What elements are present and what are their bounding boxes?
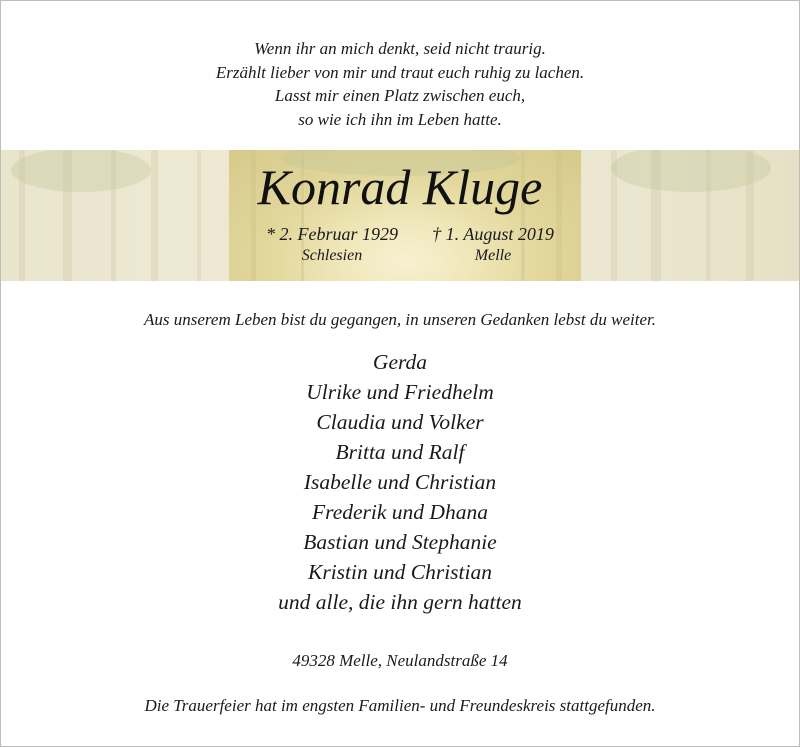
poem-line: so wie ich ihn im Leben hatte. (298, 109, 502, 129)
address: 49328 Melle, Neulandstraße 14 (292, 651, 508, 670)
death-date: † 1. August 2019 (432, 224, 554, 244)
mourner-line: Bastian und Stephanie (303, 530, 497, 554)
poem (1, 37, 799, 131)
poem-line: Erzählt lieber von mir und traut euch ruhig zu lachen. (215, 62, 585, 82)
death-place: Melle (474, 247, 512, 264)
poem-line: Lasst mir einen Platz zwischen euch, (274, 86, 526, 105)
mourner-line: Gerda (372, 350, 428, 374)
deceased-name: Konrad Kluge (257, 159, 543, 215)
mourner-line: Frederik und Dhana (312, 500, 488, 524)
birth-place: Schlesien (301, 247, 363, 264)
mourner-line: Claudia und Volker (316, 410, 484, 434)
mourners-list (1, 347, 799, 617)
memorial-tagline: Aus unserem Leben bist du gegangen, in unseren Gedanken lebst du weiter. (144, 310, 656, 329)
poem-line: Wenn ihr an mich denkt, seid nicht traurig. (254, 39, 546, 58)
mourner-line: Ulrike und Friedhelm (306, 380, 494, 404)
birth-info (247, 223, 417, 267)
mourner-line: und alle, die ihn gern hatten (278, 590, 522, 614)
mourner-line: Britta und Ralf (335, 440, 465, 464)
mourner-line: Isabelle und Christian (303, 470, 497, 494)
death-info (419, 223, 567, 267)
birth-date: * 2. Februar 1929 (266, 224, 398, 244)
mourner-line: Kristin und Christian (308, 560, 492, 584)
funeral-note: Die Trauerfeier hat im engsten Familien- und Freundeskreis stattgefunden. (144, 696, 656, 715)
